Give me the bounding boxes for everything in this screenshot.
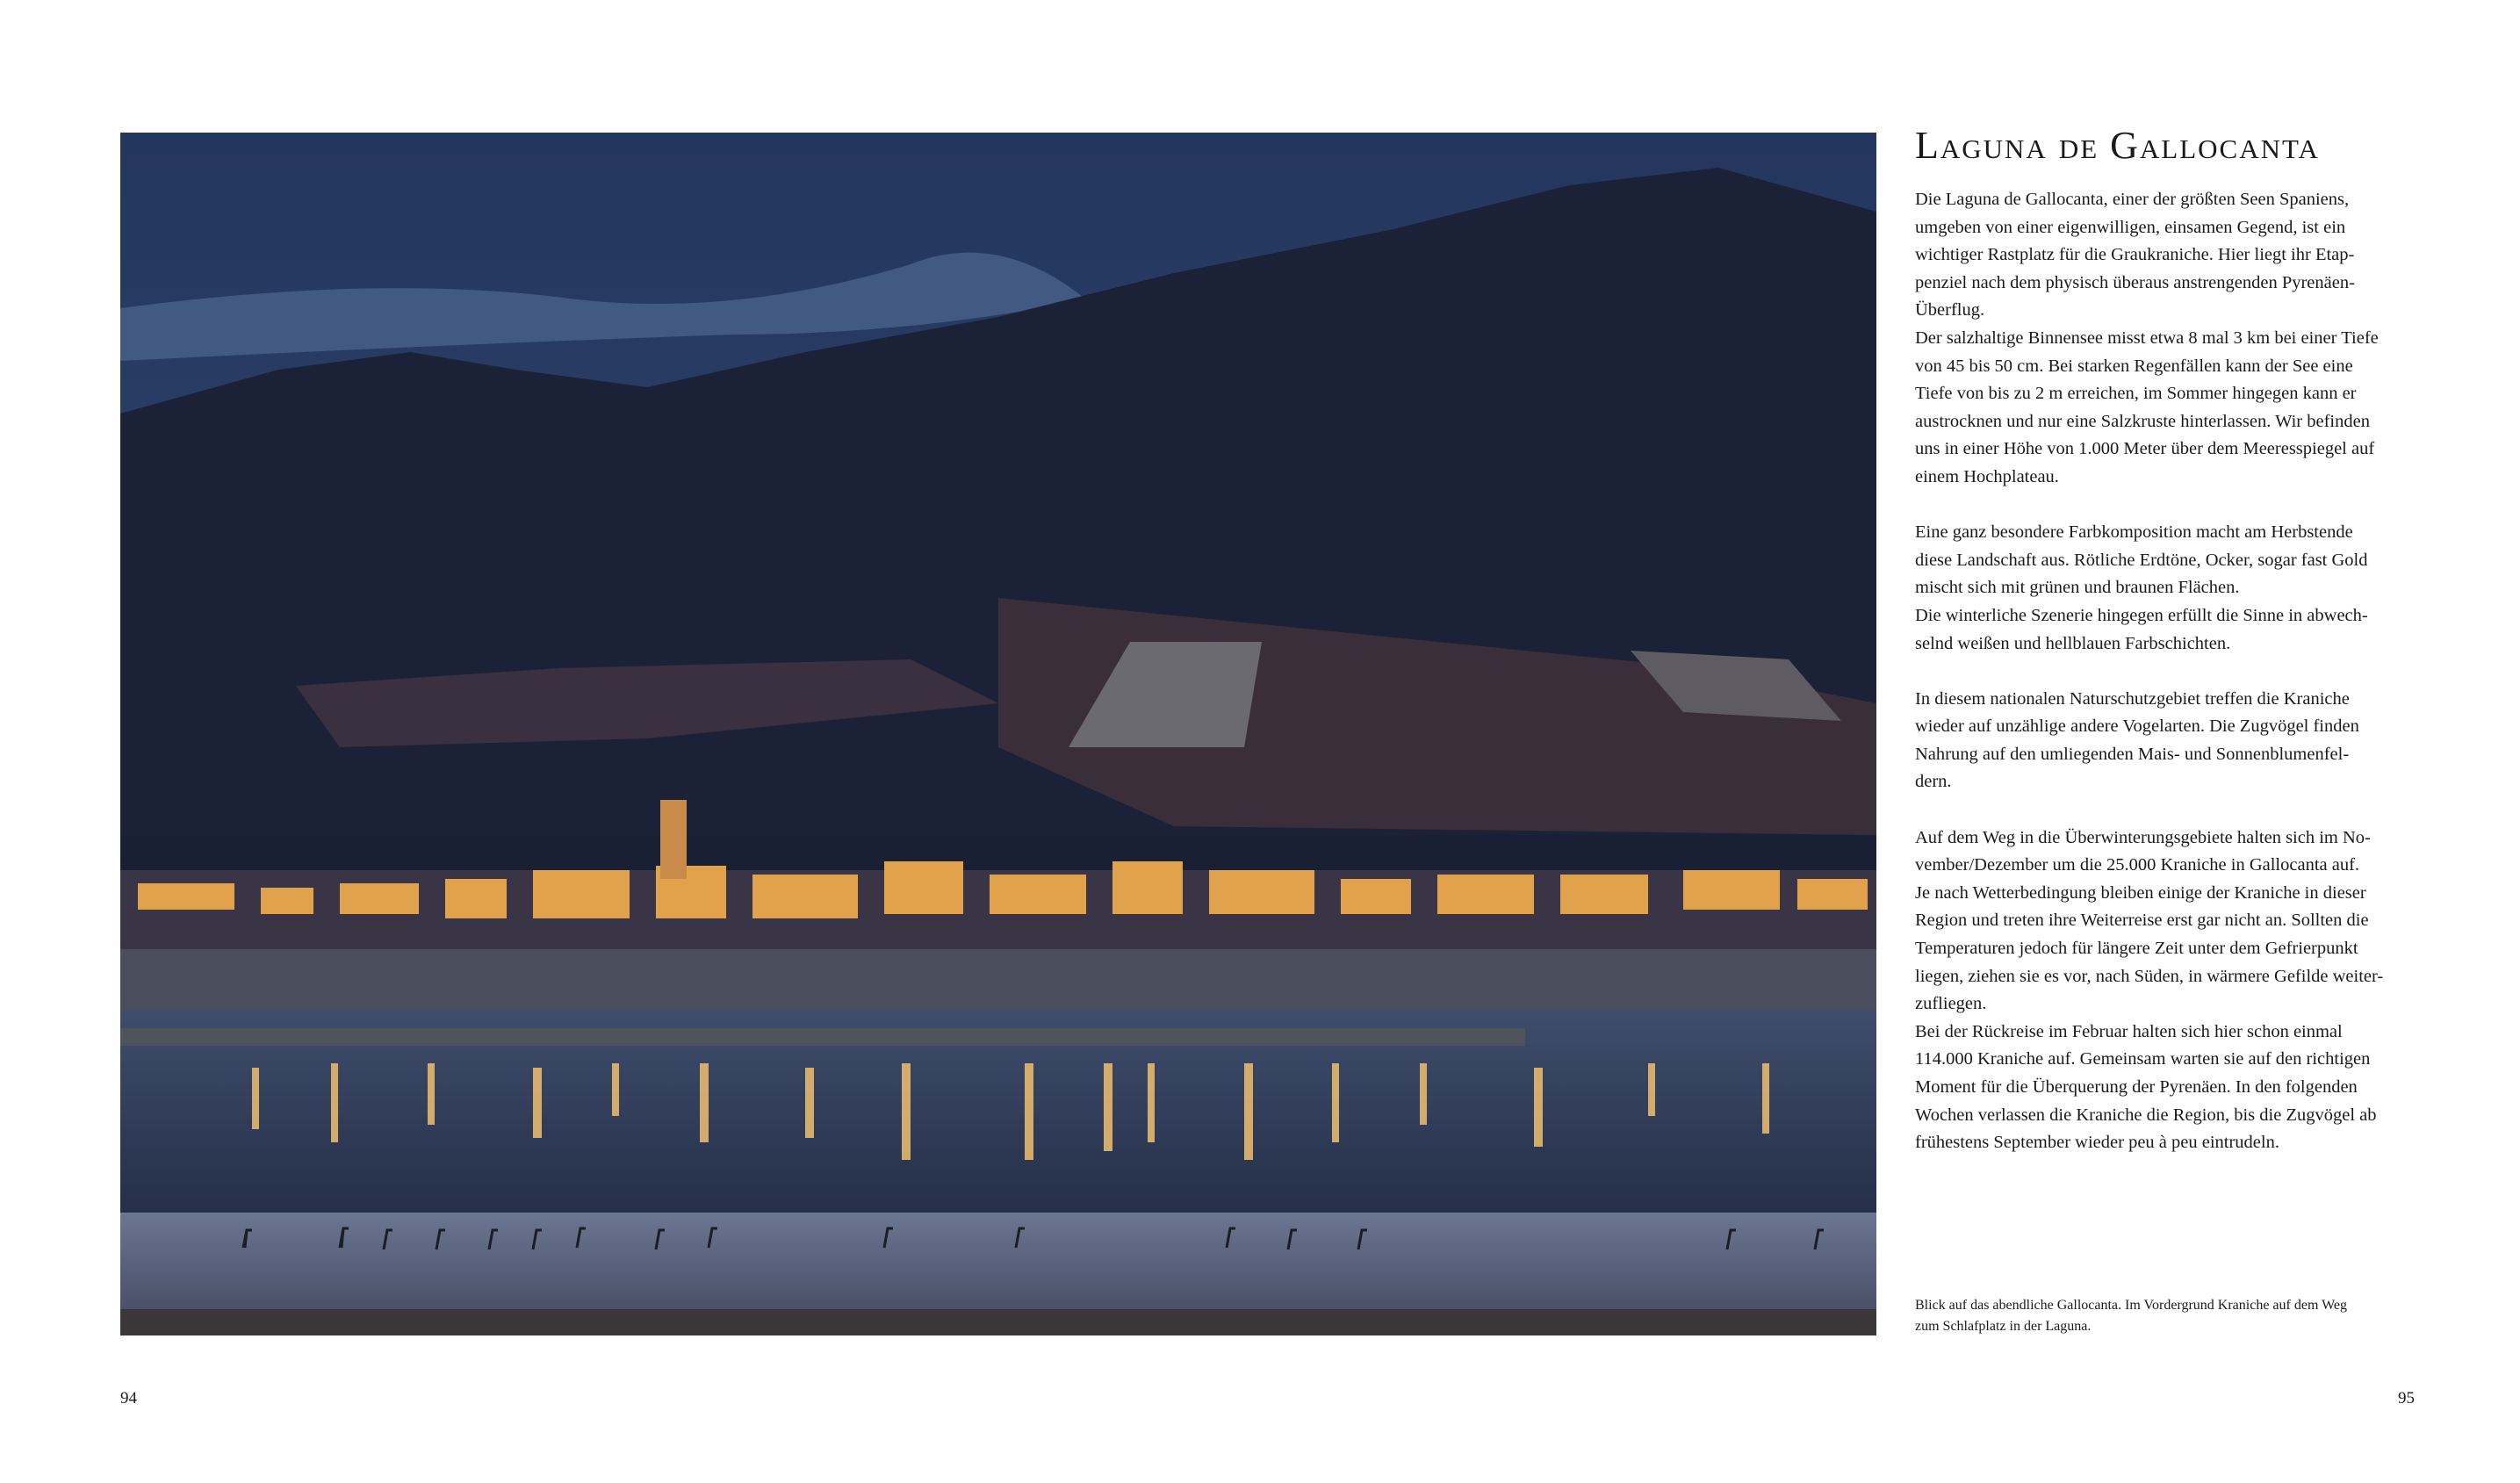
text-line: selnd weißen und hellblauen Farbschichten. xyxy=(1915,633,2231,653)
text-line: In diesem nationalen Naturschutzgebiet treffen die Kraniche xyxy=(1915,688,2350,709)
text-line: Überflug. xyxy=(1915,300,1985,320)
text-line: mischt sich mit grünen und braunen Flächen. xyxy=(1915,578,2240,598)
text-line: Eine ganz besondere Farbkomposition macht am Herbstende xyxy=(1915,522,2353,543)
text-line: Temperaturen jedoch für längere Zeit unter dem Gefrierpunkt xyxy=(1915,939,2358,959)
text-line: Bei der Rückreise im Februar halten sich hier schon einmal xyxy=(1915,1021,2343,1041)
text-line: Die Laguna de Gallocanta, einer der größten Seen Spaniens, xyxy=(1915,190,2350,209)
text-line: 114.000 Kraniche auf. Gemeinsam warten sie auf den richtigen xyxy=(1915,1049,2371,1069)
paragraph xyxy=(1915,186,2420,492)
text-line: diese Landschaft aus. Rötliche Erdtöne, Ocker, sogar fast Gold xyxy=(1915,550,2368,570)
text-line: einem Hochplateau. xyxy=(1915,466,2059,486)
landscape-photo-icon xyxy=(120,133,1876,1335)
text-line: umgeben von einer eigenwilligen, einsamen Gegend, ist ein xyxy=(1915,217,2346,237)
text-line: von 45 bis 50 cm. Bei starken Regenfällen kann der See eine xyxy=(1915,356,2353,376)
page-title: Laguna de Gallocanta xyxy=(1915,124,2320,167)
text-line: Region und treten ihre Weiterreise erst gar nicht an. Sollten die xyxy=(1915,911,2369,931)
text-line: Wochen verlassen die Kraniche die Region, bis die Zugvögel ab xyxy=(1915,1105,2377,1125)
text-line: Je nach Wetterbedingung bleiben einige der Kraniche in dieser xyxy=(1915,882,2366,903)
text-line: uns in einer Höhe von 1.000 Meter über dem Meeresspiegel auf xyxy=(1915,439,2375,459)
text-line: dern. xyxy=(1915,772,1952,792)
text-line: austrocknen und nur eine Salzkruste hinterlassen. Wir befinden xyxy=(1915,411,2370,431)
text-line: zufliegen. xyxy=(1915,994,1987,1014)
paragraph xyxy=(1915,824,2420,1157)
text-line: liegen, ziehen sie es vor, nach Süden, in wärmere Gefilde weiter- xyxy=(1915,966,2384,986)
page-number-right: 95 xyxy=(2398,1389,2415,1407)
paragraph xyxy=(1915,686,2420,796)
text-line: wieder auf unzählige andere Vogelarten. Die Zugvögel finden xyxy=(1915,716,2359,737)
text-line: Tiefe von bis zu 2 m erreichen, im Sommer hingegen kann er xyxy=(1915,384,2357,404)
text-line: penziel nach dem physisch überaus anstrengenden Pyrenäen- xyxy=(1915,272,2355,292)
paragraph xyxy=(1915,519,2420,658)
photo-caption xyxy=(1915,1295,2424,1337)
caption-line: Blick auf das abendliche Gallocanta. Im Vordergrund Kraniche auf dem Weg xyxy=(1915,1298,2348,1313)
caption-line: zum Schlafplatz in der Laguna. xyxy=(1915,1319,2092,1334)
text-line: frühestens September wieder peu à peu eintrudeln. xyxy=(1915,1133,2279,1153)
text-line: Nahrung auf den umliegenden Mais- und Sonnenblumenfel- xyxy=(1915,744,2350,764)
text-line: Moment für die Überquerung der Pyrenäen. In den folgenden xyxy=(1915,1077,2358,1097)
text-line: Die winterliche Szenerie hingegen erfüllt die Sinne in abwech- xyxy=(1915,605,2368,625)
text-line: Auf dem Weg in die Überwinterungsgebiete halten sich im No- xyxy=(1915,827,2371,847)
text-line: wichtiger Rastplatz für die Graukraniche. Hier liegt ihr Etap- xyxy=(1915,245,2355,265)
text-line: Der salzhaltige Binnensee misst etwa 8 mal 3 km bei einer Tiefe xyxy=(1915,328,2379,348)
page-number-left: 94 xyxy=(120,1389,137,1407)
text-line: vember/Dezember um die 25.000 Kraniche in Gallocanta auf. xyxy=(1915,855,2360,875)
article-body xyxy=(1915,186,2420,1184)
landscape-photo xyxy=(120,133,1876,1335)
